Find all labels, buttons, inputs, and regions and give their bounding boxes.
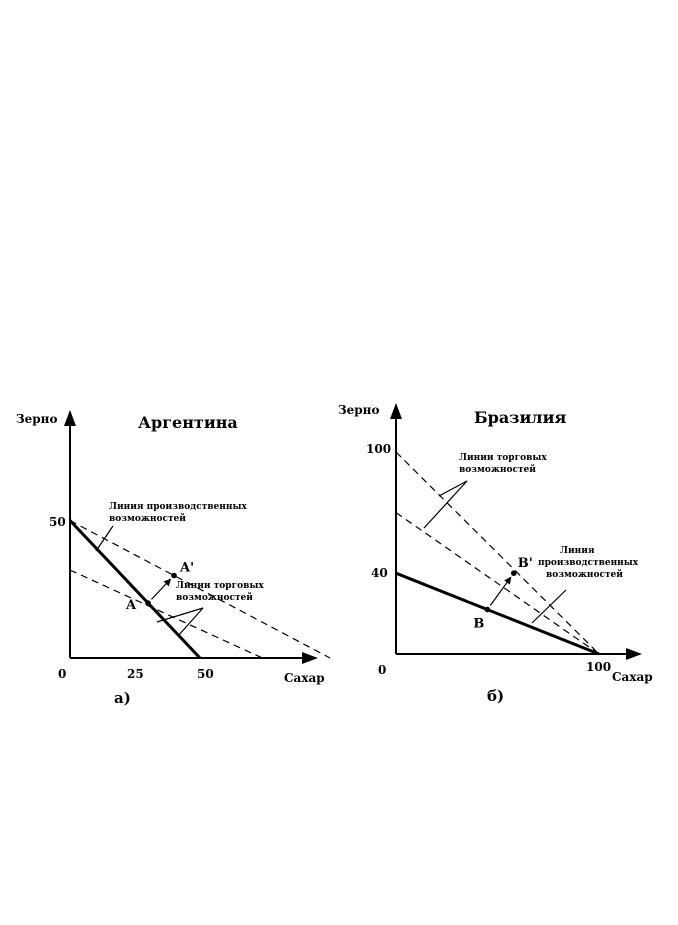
argentina-xtick-25: 25 <box>127 667 144 681</box>
argentina-point-label-0: A <box>126 598 137 613</box>
brazil-ylabel: Зерно <box>338 403 380 417</box>
argentina-ylabel: Зерно <box>16 412 58 426</box>
brazil-point-0 <box>485 607 491 613</box>
argentina-ytick-50: 50 <box>49 515 66 529</box>
brazil-origin-label: 0 <box>378 663 387 677</box>
argentina-origin-label: 0 <box>58 667 67 681</box>
argentina-xlabel: Сахар <box>284 671 325 685</box>
argentina-ppf-annotation <box>109 502 250 524</box>
brazil-ppf-annotation-line1: Линия <box>560 546 595 556</box>
panel-brazil <box>338 403 653 705</box>
brazil-series-2-trade-line <box>396 513 599 654</box>
brazil-trade-arrow-0 <box>490 577 511 605</box>
argentina-ppf-annotation-line1: Линия производственных <box>109 502 247 512</box>
argentina-point-1 <box>171 573 177 579</box>
brazil-series-0-production-line <box>396 573 599 654</box>
argentina-trade-annotation-line2: возможностей <box>176 593 253 603</box>
argentina-panel-caption: а) <box>114 689 131 707</box>
brazil-ytick-40: 40 <box>371 566 388 580</box>
argentina-trade-annotation-line1: Линии торговых <box>176 581 264 591</box>
brazil-y-axis-arrowhead <box>390 403 402 419</box>
brazil-trade-annotation-line1: Линии торговых <box>459 453 547 463</box>
brazil-point-label-1: B' <box>517 556 533 572</box>
brazil-xlabel: Сахар <box>612 670 653 684</box>
argentina-y-axis-arrowhead <box>64 410 76 426</box>
brazil-trade-annotation-line2: возможностей <box>459 465 536 475</box>
brazil-xtick-100: 100 <box>586 660 612 674</box>
argentina-trade-annotation <box>176 581 267 603</box>
brazil-point-1 <box>511 570 517 576</box>
argentina-ppf-pointer <box>96 526 113 551</box>
argentina-trade-arrow-0 <box>151 579 170 599</box>
panel-argentina <box>16 410 330 707</box>
argentina-ppf-annotation-line2: возможностей <box>109 514 186 524</box>
brazil-panel-caption: б) <box>487 687 505 705</box>
brazil-ppf-pointer <box>532 590 566 623</box>
brazil-trade-pointer-1 <box>439 481 467 496</box>
brazil-trade-annotation <box>459 453 550 475</box>
argentina-x-axis-arrowhead <box>302 652 318 664</box>
argentina-title: Аргентина <box>138 413 238 432</box>
brazil-point-label-0: B <box>473 616 485 632</box>
brazil-ytick-100: 100 <box>366 442 392 456</box>
brazil-title: Бразилия <box>474 408 567 427</box>
brazil-ppf-annotation <box>538 546 641 580</box>
argentina-point-label-1: A' <box>180 560 195 576</box>
argentina-xtick-50: 50 <box>197 667 214 681</box>
brazil-x-axis-arrowhead <box>626 648 642 660</box>
brazil-ppf-annotation-line3: возможностей <box>546 570 623 580</box>
brazil-ppf-annotation-line2: производственных <box>538 558 639 568</box>
brazil-trade-pointer-2 <box>424 481 467 528</box>
argentina-point-0 <box>145 600 151 606</box>
